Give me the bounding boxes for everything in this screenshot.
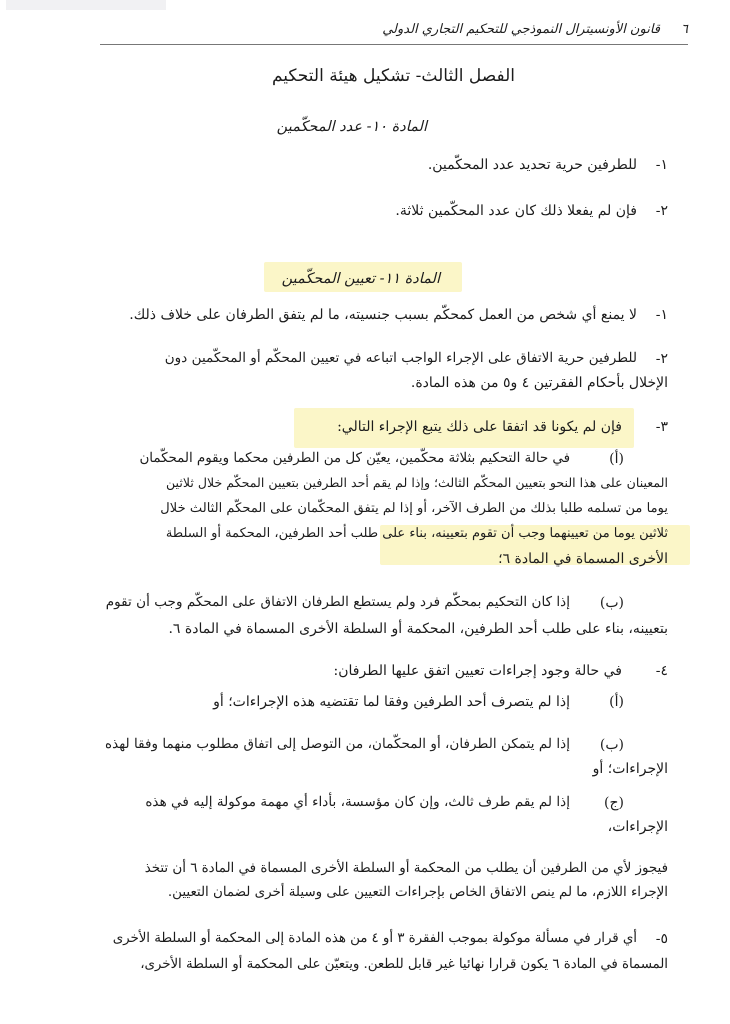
paragraph-line: يوما من تسلمه طلبا بذلك من الطرف الآخر، أو إذا لم يتفق المحكّمان على المحكّم الثالث خلال (160, 501, 668, 516)
item-label: (أ) (609, 451, 624, 467)
paragraph-line: ثلاثين يوما من تعيينهما وجب أن تقوم بتعيينه، بناء على طلب أحد الطرفين، المحكمة أو السلطة (165, 526, 668, 541)
paragraph: فإن لم يفعلا ذلك كان عدد المحكّمين ثلاثة. (395, 203, 637, 219)
para-number: ٣- (655, 419, 668, 435)
paragraph-line: الإجراءات؛ أو (592, 761, 668, 777)
running-header (100, 22, 688, 45)
paragraph-line: إذا لم يتصرف أحد الطرفين وفقا لما تقتضيه هذه الإجراءات؛ أو (213, 694, 570, 710)
page-number: ٦ (681, 22, 688, 37)
item-label: (أ) (609, 694, 624, 710)
paragraph-line: في حالة التحكيم بثلاثة محكّمين، يعيّن كل من الطرفين محكما ويقوم المحكّمان (139, 451, 570, 466)
chapter-title: الفصل الثالث- تشكيل هيئة التحكيم (271, 66, 515, 86)
item-label: (ج) (604, 795, 624, 811)
paragraph-line: الأخرى المسماة في المادة ٦؛ (498, 551, 668, 567)
article-11-title: المادة ١١- تعيين المحكّمين (281, 271, 440, 287)
paragraph-line: أي قرار في مسألة موكولة بموجب الفقرة ٣ أو ٤ من هذه المادة إلى المحكمة أو السلطة الأخرى (112, 931, 637, 946)
para-number: ٢- (655, 351, 668, 367)
paragraph-line: للطرفين حرية الاتفاق على الإجراء الواجب اتباعه في تعيين المحكّم أو المحكّمين دون (164, 350, 637, 366)
para-number: ١- (655, 307, 668, 323)
item-label: (ب) (599, 737, 624, 753)
paragraph-line: إذا لم يقم طرف ثالث، وإن كان مؤسسة، بأداء أي مهمة موكولة إليه في هذه (145, 794, 570, 810)
paragraph-line: المعينان على هذا النحو بتعيين المحكّم الثالث؛ وإذا لم يقم أحد الطرفين بتعيين المحكّم خلال ثلاثين (165, 475, 668, 490)
para-number: ٤- (655, 663, 668, 679)
para-number: ٥- (655, 931, 668, 947)
paragraph-line: المسماة في المادة ٦ يكون قرارا نهائيا غير قابل للطعن. ويتعيّن على المحكمة أو السلطة الأخرى، (140, 957, 668, 972)
article-10-title: المادة ١٠- عدد المحكّمين (276, 119, 427, 135)
paragraph: في حالة وجود إجراءات تعيين اتفق عليها الطرفان: (333, 663, 622, 679)
item-label: (ب) (599, 595, 624, 611)
paragraph-line: فيجوز لأي من الطرفين أن يطلب من المحكمة أو السلطة الأخرى المسماة في المادة ٦ أن تتخذ (144, 861, 668, 876)
paragraph: للطرفين حرية تحديد عدد المحكّمين. (427, 157, 637, 173)
para-number: ١- (655, 157, 668, 173)
paragraph: فإن لم يكونا قد اتفقا على ذلك يتبع الإجراء التالي: (337, 419, 622, 435)
paragraph-line: الإخلال بأحكام الفقرتين ٤ و٥ من هذه المادة. (410, 375, 668, 391)
scan-edge (6, 0, 166, 10)
paragraph-line: الإجراءات، (607, 819, 668, 835)
para-number: ٢- (655, 203, 668, 219)
paragraph-line: إذا كان التحكيم بمحكّم فرد ولم يستطع الطرفان الاتفاق على المحكّم وجب أن تقوم (105, 594, 570, 610)
paragraph-line: الإجراء اللازم، ما لم ينص الاتفاق الخاص بإجراءات التعيين على وسيلة أخرى لضمان التعيين. (167, 885, 668, 900)
header-title: قانون الأونسيترال النموذجي للتحكيم التجاري الدولي (382, 22, 660, 37)
paragraph-line: بتعيينه، بناء على طلب أحد الطرفين، المحكمة أو السلطة الأخرى المسماة في المادة ٦. (168, 621, 668, 637)
paragraph: لا يمنع أي شخص من العمل كمحكّم بسبب جنسيته، ما لم يتفق الطرفان على خلاف ذلك. (129, 307, 637, 323)
paragraph-line: إذا لم يتمكن الطرفان، أو المحكّمان، من التوصل إلى اتفاق مطلوب منهما وفقا لهذه (105, 736, 570, 752)
